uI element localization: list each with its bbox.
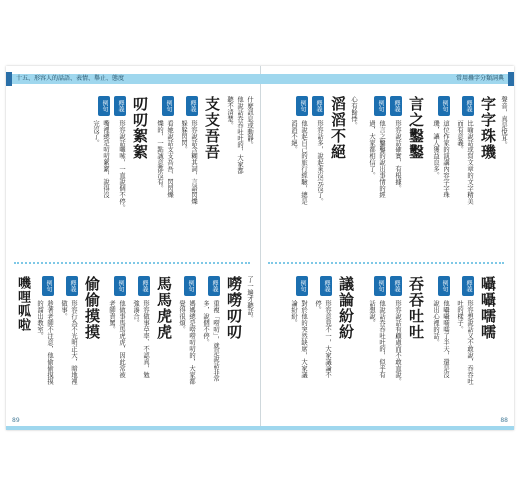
example-line: 他說起自己的旅行經驗，總是 bbox=[300, 120, 307, 205]
meaning-tag: 釋義 bbox=[208, 276, 220, 296]
example-tag: 例句 bbox=[98, 96, 110, 116]
meaning-line: 形容想說話又不敢說，吞吞吐 bbox=[466, 300, 473, 385]
header-corner-mark bbox=[508, 72, 514, 86]
example-tag: 例句 bbox=[296, 96, 308, 116]
entry-word: 吞吞吐吐 bbox=[407, 276, 425, 340]
example-line: 媽媽總是嘮嘮叨叨的，大家都 bbox=[188, 300, 195, 385]
example-tag: 例句 bbox=[114, 276, 126, 296]
example-line: 對於他的突然缺席，大家議 bbox=[300, 300, 307, 378]
page-number: 88 bbox=[500, 417, 508, 424]
entry-word: 囁囁嚅嚅 bbox=[479, 276, 497, 340]
example-tag: 例句 bbox=[162, 96, 174, 116]
meaning-line: 形容行為不光明正大，暗地裡 bbox=[70, 300, 77, 385]
page-header-title: 常用疊字分類詞典 bbox=[455, 75, 504, 82]
meaning-line: 做事。 bbox=[60, 300, 67, 320]
meaning-line: 多，說個不停。 bbox=[202, 300, 209, 346]
entry-word: 嘰哩呱啦 bbox=[15, 276, 30, 332]
example-tag: 例句 bbox=[438, 276, 450, 296]
example-line: 看她說話支支吾吾、閃閃爍 bbox=[166, 120, 173, 198]
entry-word: 偷偷摸摸 bbox=[83, 276, 101, 340]
page-number: 89 bbox=[12, 417, 20, 424]
example-line: 完沒了。 bbox=[92, 120, 99, 146]
example-line: 過，大家都相信了。 bbox=[368, 120, 375, 179]
meaning-tag: 釋義 bbox=[186, 96, 198, 116]
example-line: 老師責罵。 bbox=[108, 300, 115, 333]
example-tag: 例句 bbox=[184, 276, 196, 296]
meaning-line: 強湊合。 bbox=[132, 300, 139, 326]
meaning-line: 重複「嘮叨」，就是說話非常 bbox=[212, 300, 219, 382]
meaning-line: 而有意義。 bbox=[456, 120, 463, 153]
example-line: 話想說。 bbox=[368, 300, 375, 326]
entry-word: 馬馬虎虎 bbox=[155, 276, 173, 340]
example-line: 說出心裡的話。 bbox=[432, 300, 439, 346]
example-line: 的溜出教室。 bbox=[36, 300, 43, 339]
meaning-line: 形容意見不一，大家議論不 bbox=[324, 300, 331, 378]
meaning-line: 躲躲閃閃。 bbox=[180, 120, 187, 153]
example-tag: 例句 bbox=[438, 96, 450, 116]
footer-band bbox=[260, 426, 514, 430]
example-line: 爍的，一點誠意都沒有。 bbox=[156, 120, 163, 192]
entry-word: 議論紛紛 bbox=[337, 276, 355, 340]
example-line: 論紛紛。 bbox=[290, 300, 297, 326]
meaning-tag: 釋義 bbox=[462, 96, 474, 116]
example-line: 璣，讓人獲益良多。 bbox=[432, 120, 439, 179]
meaning-line: 吐的樣子。 bbox=[456, 300, 463, 333]
meaning-tag: 釋義 bbox=[114, 96, 126, 116]
text-line: 什麼訊息或動靜。 bbox=[246, 96, 253, 148]
example-line: 嘴裡總是叨叨絮絮，說得沒 bbox=[102, 120, 109, 198]
entry-word: 言之鑿鑿 bbox=[407, 96, 425, 160]
open-book bbox=[6, 66, 514, 430]
example-tag: 例句 bbox=[42, 276, 54, 296]
entry-word: 叨叨絮絮 bbox=[131, 96, 149, 160]
meaning-tag: 釋義 bbox=[390, 96, 402, 116]
meaning-tag: 釋義 bbox=[312, 96, 324, 116]
example-line: 他說話吞吞吐吐的，似乎有 bbox=[378, 300, 385, 378]
meaning-line: 形容說話確實，有根據。 bbox=[394, 120, 401, 192]
entry-word: 嘮嘮叨叨 bbox=[225, 276, 243, 340]
entry-word: 支支吾吾 bbox=[203, 96, 221, 160]
example-line: 他言之鑿鑿的說出事情的經 bbox=[378, 120, 385, 198]
text-line: 了一遍才聽話。 bbox=[246, 276, 253, 322]
example-line: 他做事馬馬虎虎，因此常被 bbox=[118, 300, 125, 378]
meaning-line: 形容做事草率、不認真，勉 bbox=[142, 300, 149, 378]
text-line: 聲音，真是悅耳。 bbox=[500, 96, 507, 148]
meaning-tag: 釋義 bbox=[320, 276, 332, 296]
footer-band bbox=[6, 426, 260, 430]
text-line: 聽不清楚。 bbox=[226, 96, 233, 129]
example-line: 趁著老師不注意，他偷偷摸摸 bbox=[46, 300, 53, 385]
meaning-line: 形容話多，說起來沒完沒了。 bbox=[316, 120, 323, 205]
example-line: 這位作家的演講內容字字珠 bbox=[442, 120, 449, 198]
meaning-line: 形容說話有顧慮而不敢直說。 bbox=[394, 300, 401, 385]
right-page bbox=[260, 66, 514, 430]
example-line: 滔滔不絕。 bbox=[290, 120, 297, 153]
example-tag: 例句 bbox=[296, 276, 308, 296]
meaning-line: 形容說話含糊其詞，言語閃爍 bbox=[190, 120, 197, 205]
text-line: 他說話吞吞吐吐的，大家都 bbox=[236, 96, 243, 174]
example-line: 他囁囁嚅嚅了半天，還是沒 bbox=[442, 300, 449, 378]
meaning-line: 比喻說話或寫文章的文字精美 bbox=[466, 120, 473, 205]
text-line: 心有餘悸。 bbox=[350, 96, 357, 129]
left-page bbox=[6, 66, 261, 430]
example-tag: 例句 bbox=[374, 276, 386, 296]
header-corner-mark bbox=[6, 72, 12, 86]
entry-word: 字字珠璣 bbox=[479, 96, 497, 160]
section-divider bbox=[14, 262, 250, 272]
example-line: 覺得很煩。 bbox=[178, 300, 185, 333]
example-tag: 例句 bbox=[374, 96, 386, 116]
meaning-tag: 釋義 bbox=[462, 276, 474, 296]
entry-word: 滔滔不絕 bbox=[329, 96, 347, 160]
section-divider bbox=[268, 262, 504, 272]
meaning-tag: 釋義 bbox=[390, 276, 402, 296]
page-header-title: 十五、形容人的話語、表情、舉止、態度 bbox=[16, 75, 125, 82]
meaning-tag: 釋義 bbox=[66, 276, 78, 296]
meaning-line: 形容說話囉嗦，一直說個不停。 bbox=[118, 120, 125, 211]
meaning-line: 停。 bbox=[314, 300, 321, 313]
meaning-tag: 釋義 bbox=[138, 276, 150, 296]
